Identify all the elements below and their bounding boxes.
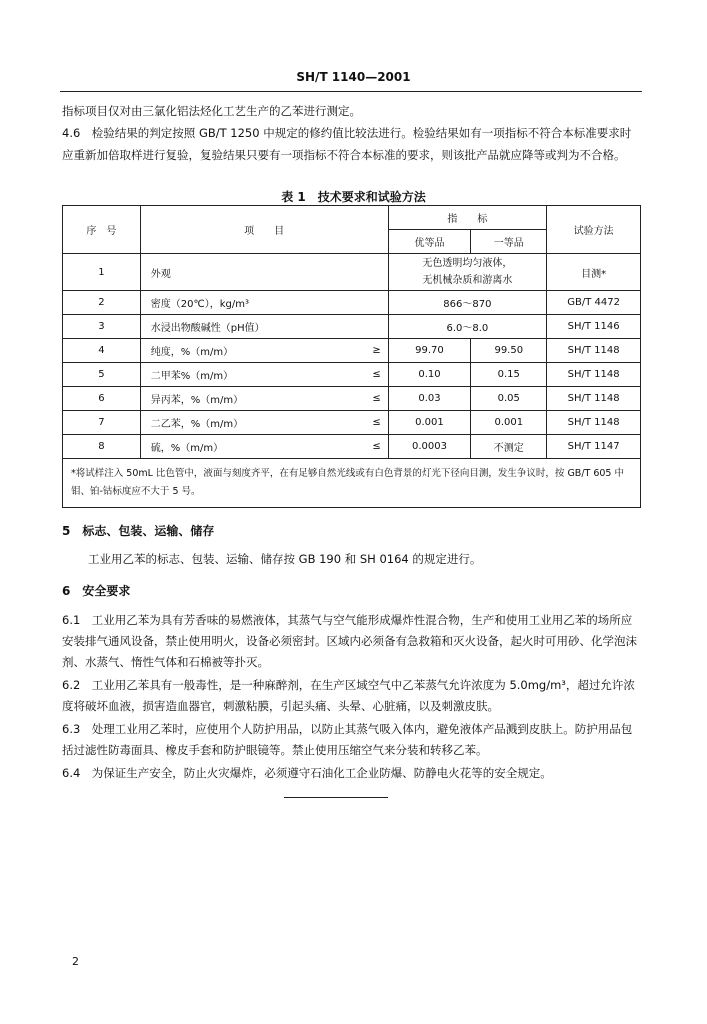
row-item: 异丙苯，%（m/m） [140, 387, 365, 411]
row-method: SH/T 1148 [547, 387, 641, 411]
row-no: 2 [63, 291, 141, 315]
row-value-2: 0.001 [471, 411, 547, 435]
row-item: 二甲苯%（m/m） [140, 363, 365, 387]
section-5-title: 5 标志、包装、运输、储存 [62, 524, 215, 538]
row-operator: ≥ [366, 339, 388, 363]
row-method: SH/T 1148 [547, 363, 641, 387]
header-grade-1: 优等品 [388, 230, 471, 254]
row-value-2: 99.50 [471, 339, 547, 363]
spec-table [62, 205, 641, 508]
header-no: 序 号 [63, 206, 141, 254]
row-value-1: 0.0003 [388, 435, 471, 459]
row-value: 866～870 [388, 291, 547, 315]
row-item: 密度（20℃），kg/m³ [140, 291, 388, 315]
row-value: 无色透明均匀液体， 无机械杂质和游离水 [388, 254, 547, 291]
row-item: 二乙苯，%（m/m） [140, 411, 365, 435]
header-index: 指 标 [388, 206, 547, 230]
table-row [63, 339, 641, 363]
table-row [63, 411, 641, 435]
row-method: SH/T 1148 [547, 339, 641, 363]
row-value-1: 0.03 [388, 387, 471, 411]
row-no: 3 [63, 315, 141, 339]
page-number: 2 [72, 955, 79, 968]
header-grade-2: 一等品 [471, 230, 547, 254]
header-method: 试验方法 [547, 206, 641, 254]
table-row [63, 254, 641, 291]
row-method: 目测* [547, 254, 641, 291]
table-caption: 表 1 技术要求和试验方法 [281, 190, 426, 204]
row-no: 5 [63, 363, 141, 387]
row-value-2: 不测定 [471, 435, 547, 459]
table-footnote: *将试样注入 50mL 比色管中，液面与刻度齐平，在有足够自然光线或有白色背景的灯光下径向目测，发生争议时，按 GB/T 605 中钼、铂-钴标度应不大于 5 号。 [63, 459, 641, 508]
page-header: SH/T 1140—2001 [296, 70, 411, 84]
end-rule [284, 797, 388, 798]
row-item: 外观 [140, 254, 388, 291]
row-no: 6 [63, 387, 141, 411]
row-method: GB/T 4472 [547, 291, 641, 315]
table-row [63, 387, 641, 411]
table-row [63, 363, 641, 387]
clause-6-1: 6.1 工业用乙苯为具有芳香味的易燃液体，其蒸气与空气能形成爆炸性混合物，生产和使用工业用乙苯的场所应安装排气通风设备，禁止使用明火，设备必须密封。区域内必须备有急救箱和灭火设备，起火时可用砂、化学泡沫剂、水蒸气、惰性气体和石棉被等扑灭。 [62, 613, 637, 669]
table-row [63, 291, 641, 315]
row-method: SH/T 1148 [547, 411, 641, 435]
clause-6-3: 6.3 处理工业用乙苯时，应使用个人防护用品，以防止其蒸气吸入体内，避免液体产品溅到皮肤上。防护用品包括过滤性防毒面具、橡皮手套和防护眼镜等。禁止使用压缩空气来分装和转移乙苯。 [62, 722, 633, 757]
row-value-2: 0.15 [471, 363, 547, 387]
section-6-body [62, 610, 642, 784]
row-item: 水浸出物酸碱性（pH值） [140, 315, 388, 339]
row-method: SH/T 1146 [547, 315, 641, 339]
row-no: 1 [63, 254, 141, 291]
row-value: 6.0～8.0 [388, 315, 547, 339]
table-footnote-row [63, 459, 641, 508]
header-item: 项 目 [140, 206, 388, 254]
row-method: SH/T 1147 [547, 435, 641, 459]
row-operator: ≤ [366, 435, 388, 459]
row-no: 8 [63, 435, 141, 459]
row-value-1: 0.001 [388, 411, 471, 435]
clause-6-2: 6.2 工业用乙苯具有一般毒性，是一种麻醉剂，在生产区域空气中乙苯蒸气允许浓度为 5.0mg/m³，超过允许浓度将破坏血液，损害造血器官，刺激粘膜，引起头痛、头晕、心脏痛，以及刺激皮肤。 [62, 678, 635, 713]
paragraph-note: 指标项目仅对由三氯化铝法烃化工艺生产的乙苯进行测定。 [62, 104, 361, 118]
table-header-row [63, 206, 641, 230]
row-value-2: 0.05 [471, 387, 547, 411]
header-rule [60, 91, 642, 92]
row-operator: ≤ [366, 411, 388, 435]
row-no: 7 [63, 411, 141, 435]
row-operator: ≤ [366, 363, 388, 387]
table-row [63, 315, 641, 339]
row-value-1: 0.10 [388, 363, 471, 387]
clause-6-4: 6.4 为保证生产安全，防止火灾爆炸，必须遵守石油化工企业防爆、防静电火花等的安全规定。 [62, 766, 552, 780]
row-item: 硫，%（m/m） [140, 435, 365, 459]
section-6-title: 6 安全要求 [62, 584, 131, 598]
paragraph-4-6: 4.6 检验结果的判定按照 GB/T 1250 中规定的修约值比较法进行。检验结果如有一项指标不符合本标准要求时应重新加倍取样进行复验，复验结果只要有一项指标不符合本标准的要求，则该批产品就应降等或判为不合格。 [62, 126, 632, 162]
row-operator: ≤ [366, 387, 388, 411]
row-item: 纯度，%（m/m） [140, 339, 365, 363]
row-no: 4 [63, 339, 141, 363]
section-5-text: 工业用乙苯的标志、包装、运输、储存按 GB 190 和 SH 0164 的规定进行。 [88, 552, 482, 566]
table-row [63, 435, 641, 459]
row-value-1: 99.70 [388, 339, 471, 363]
